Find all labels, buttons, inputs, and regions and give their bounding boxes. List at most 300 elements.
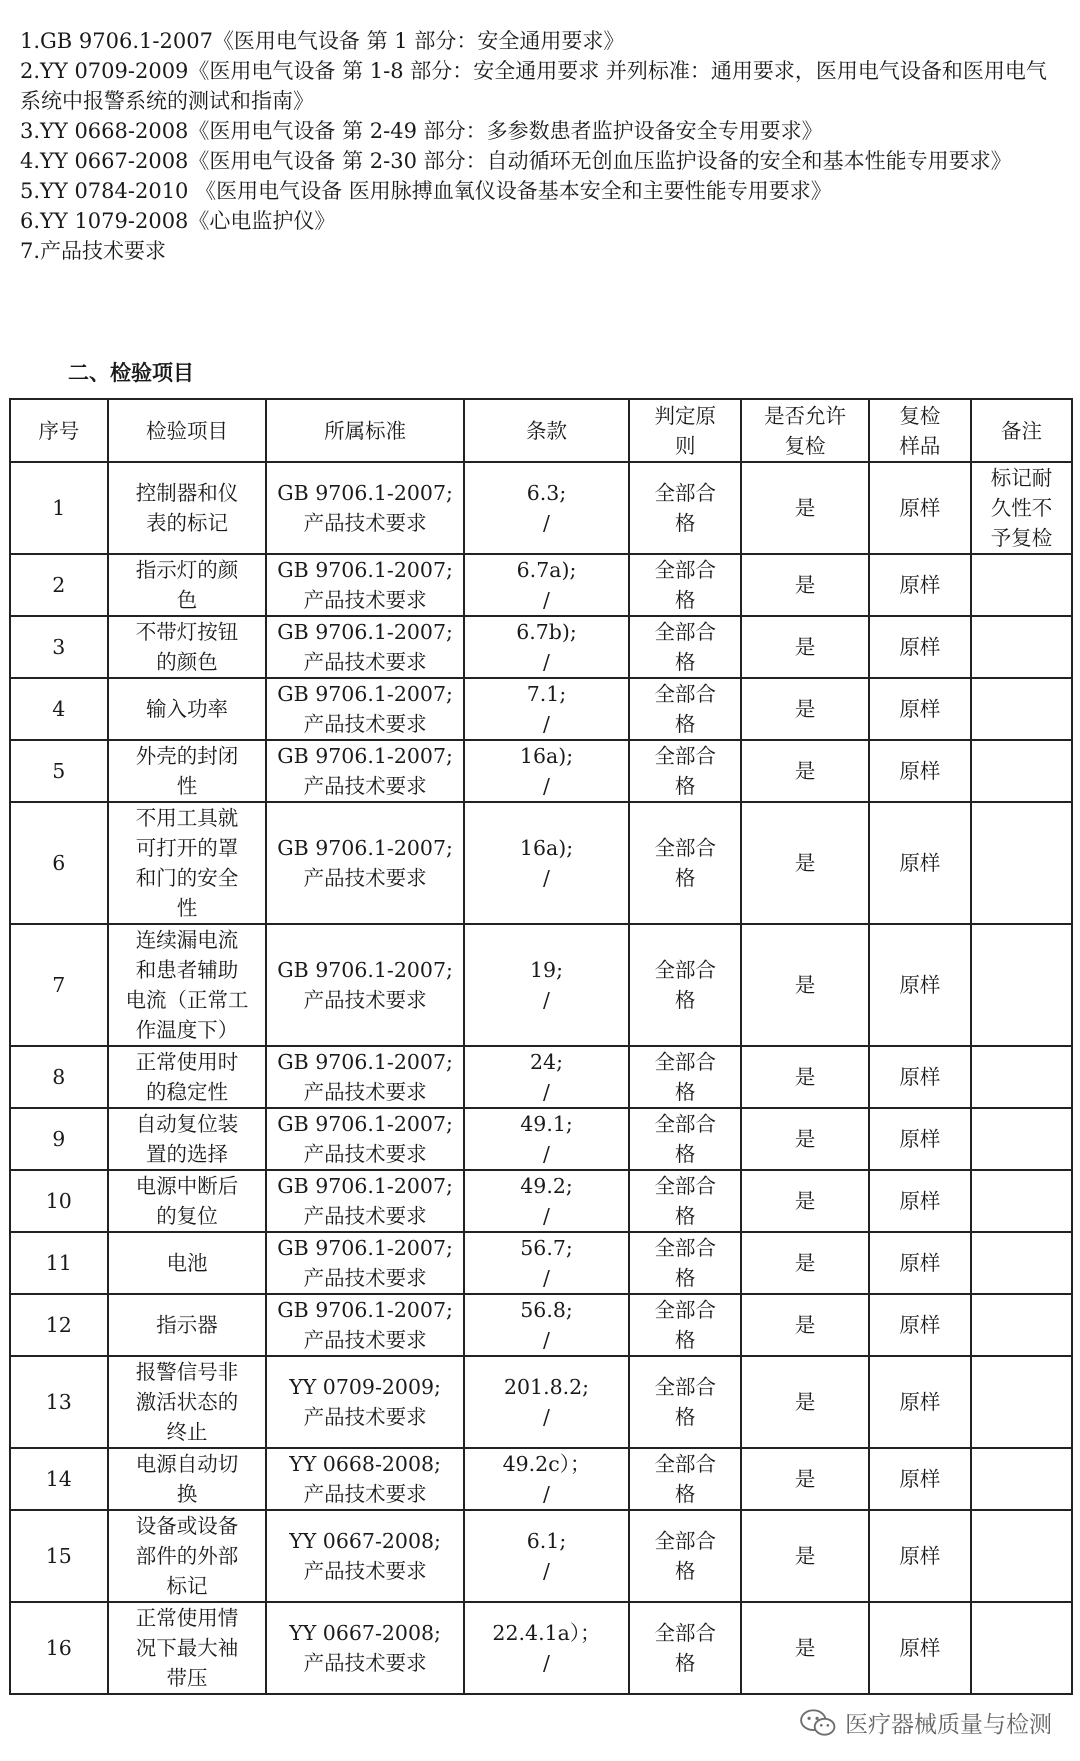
cell-standard-line: 产品技术要求 bbox=[303, 988, 427, 1012]
cell-standard-line: GB 9706.1-2007; bbox=[277, 744, 453, 768]
cell-remark bbox=[971, 1046, 1072, 1108]
cell-standard-line: 产品技术要求 bbox=[303, 1651, 427, 1675]
cell-criteria bbox=[629, 1510, 741, 1602]
cell-standard bbox=[266, 1046, 464, 1108]
cell-clause-line: 24; bbox=[530, 1050, 564, 1074]
cell-criteria bbox=[629, 1602, 741, 1694]
cell-item bbox=[108, 1046, 267, 1108]
cell-item-line: 带压 bbox=[166, 1666, 208, 1690]
cell-standard-line: 产品技术要求 bbox=[303, 712, 427, 736]
table-row bbox=[10, 462, 1072, 554]
cell-item-line: 性 bbox=[176, 774, 198, 798]
cell-clause bbox=[464, 554, 629, 616]
cell-criteria-line: 全部合 bbox=[654, 1050, 716, 1074]
cell-criteria-line: 全部合 bbox=[654, 1529, 716, 1553]
cell-criteria-line: 全部合 bbox=[654, 744, 716, 768]
cell-criteria-line: 全部合 bbox=[654, 481, 716, 505]
cell-remark bbox=[971, 1232, 1072, 1294]
cell-standard-line: GB 9706.1-2007; bbox=[277, 620, 453, 644]
header-retest-allowed bbox=[741, 399, 869, 462]
cell-clause-line: 19; bbox=[530, 958, 564, 982]
cell-seq: 2 bbox=[10, 554, 108, 616]
cell-criteria-line: 格 bbox=[674, 1142, 696, 1166]
cell-clause bbox=[464, 1046, 629, 1108]
table-row bbox=[10, 1294, 1072, 1356]
cell-item-line: 性 bbox=[176, 896, 198, 920]
cell-criteria bbox=[629, 616, 741, 678]
cell-criteria bbox=[629, 678, 741, 740]
cell-clause-line: 49.2; bbox=[520, 1174, 573, 1198]
cell-item-line: 正常使用时 bbox=[135, 1050, 239, 1074]
cell-sample: 原样 bbox=[869, 802, 971, 924]
cell-item-line: 指示灯的颜 bbox=[135, 558, 239, 582]
cell-item bbox=[108, 462, 267, 554]
cell-standard-line: GB 9706.1-2007; bbox=[277, 836, 453, 860]
cell-standard bbox=[266, 924, 464, 1046]
cell-standard-line: GB 9706.1-2007; bbox=[277, 558, 453, 582]
cell-standard bbox=[266, 802, 464, 924]
cell-sample: 原样 bbox=[869, 678, 971, 740]
cell-item-line: 和门的安全 bbox=[135, 866, 239, 890]
cell-retest: 是 bbox=[741, 1510, 869, 1602]
cell-sample: 原样 bbox=[869, 1294, 971, 1356]
table-row bbox=[10, 1108, 1072, 1170]
cell-criteria-line: 全部合 bbox=[654, 1112, 716, 1136]
cell-seq: 5 bbox=[10, 740, 108, 802]
cell-seq: 10 bbox=[10, 1170, 108, 1232]
reference-item: 3.YY 0668-2008《医用电气设备 第 2-49 部分：多参数患者监护设备安全专用要求》 bbox=[20, 119, 823, 143]
cell-clause bbox=[464, 1294, 629, 1356]
table-row bbox=[10, 1510, 1072, 1602]
cell-criteria-line: 全部合 bbox=[654, 836, 716, 860]
cell-clause-line: / bbox=[543, 588, 550, 612]
cell-clause bbox=[464, 1232, 629, 1294]
cell-retest: 是 bbox=[741, 1356, 869, 1448]
table-row bbox=[10, 802, 1072, 924]
cell-remark bbox=[971, 1108, 1072, 1170]
cell-clause bbox=[464, 1448, 629, 1510]
cell-criteria-line: 全部合 bbox=[654, 1621, 716, 1645]
cell-standard-line: 产品技术要求 bbox=[303, 1559, 427, 1583]
cell-seq: 4 bbox=[10, 678, 108, 740]
cell-item-line: 置的选择 bbox=[145, 1142, 228, 1166]
cell-criteria-line: 格 bbox=[674, 650, 696, 674]
cell-sample: 原样 bbox=[869, 1356, 971, 1448]
cell-clause-line: / bbox=[543, 1328, 550, 1352]
cell-sample: 原样 bbox=[869, 924, 971, 1046]
cell-criteria-line: 格 bbox=[674, 774, 696, 798]
cell-seq: 13 bbox=[10, 1356, 108, 1448]
cell-clause-line: / bbox=[543, 1080, 550, 1104]
cell-clause-line: / bbox=[543, 1482, 550, 1506]
cell-criteria-line: 格 bbox=[674, 1651, 696, 1675]
cell-item-line: 输入功率 bbox=[145, 697, 228, 721]
cell-clause-line: 201.8.2; bbox=[503, 1375, 590, 1399]
cell-seq: 8 bbox=[10, 1046, 108, 1108]
watermark-text: 医疗器械质量与检测 bbox=[845, 1712, 1052, 1738]
cell-remark bbox=[971, 554, 1072, 616]
section-title: 二、检验项目 bbox=[68, 361, 194, 385]
cell-item bbox=[108, 924, 267, 1046]
cell-remark bbox=[971, 1170, 1072, 1232]
cell-clause-line: / bbox=[543, 1142, 550, 1166]
cell-item bbox=[108, 616, 267, 678]
cell-clause bbox=[464, 1510, 629, 1602]
cell-retest: 是 bbox=[741, 1046, 869, 1108]
cell-item-line: 部件的外部 bbox=[135, 1544, 239, 1568]
cell-sample: 原样 bbox=[869, 1448, 971, 1510]
cell-remark bbox=[971, 1356, 1072, 1448]
reference-item: 7.产品技术要求 bbox=[20, 239, 167, 263]
cell-item-line: 自动复位装 bbox=[135, 1112, 239, 1136]
cell-clause-line: / bbox=[543, 1266, 550, 1290]
header-retest-allowed-line: 复检 bbox=[784, 433, 826, 458]
cell-seq: 16 bbox=[10, 1602, 108, 1694]
cell-clause-line: 6.3; bbox=[526, 481, 567, 505]
cell-item bbox=[108, 1170, 267, 1232]
cell-retest: 是 bbox=[741, 924, 869, 1046]
cell-remark-line: 久性不 bbox=[990, 496, 1053, 520]
table-row bbox=[10, 1046, 1072, 1108]
cell-seq: 15 bbox=[10, 1510, 108, 1602]
cell-retest: 是 bbox=[741, 678, 869, 740]
cell-seq: 6 bbox=[10, 802, 108, 924]
cell-standard bbox=[266, 1448, 464, 1510]
cell-item bbox=[108, 678, 267, 740]
cell-item bbox=[108, 1602, 267, 1694]
cell-standard bbox=[266, 1602, 464, 1694]
cell-standard bbox=[266, 1232, 464, 1294]
cell-criteria-line: 格 bbox=[674, 1328, 696, 1352]
cell-standard-line: 产品技术要求 bbox=[303, 1482, 427, 1506]
cell-seq: 3 bbox=[10, 616, 108, 678]
cell-criteria bbox=[629, 924, 741, 1046]
table-header-row bbox=[10, 399, 1072, 462]
cell-sample: 原样 bbox=[869, 1232, 971, 1294]
cell-standard bbox=[266, 1510, 464, 1602]
cell-clause-line: / bbox=[543, 1204, 550, 1228]
header-item: 检验项目 bbox=[108, 399, 267, 462]
cell-criteria-line: 全部合 bbox=[654, 558, 716, 582]
cell-clause bbox=[464, 616, 629, 678]
cell-standard-line: 产品技术要求 bbox=[303, 1328, 427, 1352]
cell-item-line: 的颜色 bbox=[156, 650, 218, 674]
cell-clause-line: / bbox=[543, 988, 550, 1012]
cell-clause bbox=[464, 678, 629, 740]
cell-remark bbox=[971, 1510, 1072, 1602]
cell-item-line: 可打开的罩 bbox=[135, 836, 239, 860]
table-row bbox=[10, 678, 1072, 740]
cell-criteria bbox=[629, 1108, 741, 1170]
cell-clause-line: 56.8; bbox=[520, 1298, 573, 1322]
cell-retest: 是 bbox=[741, 616, 869, 678]
cell-standard-line: 产品技术要求 bbox=[303, 1080, 427, 1104]
cell-standard bbox=[266, 678, 464, 740]
cell-clause-line: 49.1; bbox=[520, 1112, 573, 1136]
cell-sample: 原样 bbox=[869, 1170, 971, 1232]
inspection-items-table bbox=[9, 398, 1073, 1695]
header-remarks: 备注 bbox=[971, 399, 1072, 462]
cell-clause-line: 16a); bbox=[519, 836, 574, 860]
cell-criteria-line: 全部合 bbox=[654, 1375, 716, 1399]
cell-item bbox=[108, 554, 267, 616]
cell-item bbox=[108, 1294, 267, 1356]
cell-item-line: 控制器和仪 bbox=[135, 481, 239, 505]
cell-clause-line: / bbox=[543, 650, 550, 674]
cell-criteria-line: 格 bbox=[674, 1266, 696, 1290]
cell-sample: 原样 bbox=[869, 1510, 971, 1602]
cell-clause-line: 22.4.1a）； bbox=[492, 1621, 601, 1645]
header-clause: 条款 bbox=[464, 399, 629, 462]
cell-criteria bbox=[629, 1232, 741, 1294]
cell-item bbox=[108, 1356, 267, 1448]
header-criteria-line: 判定原 bbox=[654, 403, 716, 428]
cell-remark bbox=[971, 678, 1072, 740]
cell-standard bbox=[266, 740, 464, 802]
cell-standard bbox=[266, 1108, 464, 1170]
cell-standard-line: YY 0709-2009; bbox=[289, 1375, 441, 1399]
cell-item-line: 外壳的封闭 bbox=[135, 744, 239, 768]
cell-sample: 原样 bbox=[869, 616, 971, 678]
cell-item-line: 电流（正常工 bbox=[125, 988, 249, 1012]
table-row bbox=[10, 554, 1072, 616]
cell-criteria bbox=[629, 1356, 741, 1448]
cell-item-line: 设备或设备 bbox=[135, 1514, 239, 1538]
cell-criteria bbox=[629, 740, 741, 802]
cell-criteria-line: 全部合 bbox=[654, 958, 716, 982]
cell-retest: 是 bbox=[741, 462, 869, 554]
cell-clause-line: / bbox=[543, 1651, 550, 1675]
cell-remark-line: 标记耐 bbox=[990, 466, 1053, 490]
cell-clause bbox=[464, 1602, 629, 1694]
cell-item-line: 报警信号非 bbox=[135, 1360, 239, 1384]
cell-item-line: 激活状态的 bbox=[135, 1390, 239, 1414]
header-retest-sample bbox=[869, 399, 971, 462]
cell-criteria-line: 全部合 bbox=[654, 1452, 716, 1476]
cell-seq: 14 bbox=[10, 1448, 108, 1510]
watermark bbox=[799, 1706, 1052, 1739]
cell-seq: 1 bbox=[10, 462, 108, 554]
cell-criteria bbox=[629, 802, 741, 924]
cell-criteria bbox=[629, 1046, 741, 1108]
cell-clause-line: / bbox=[543, 1405, 550, 1429]
cell-remark bbox=[971, 462, 1072, 554]
cell-retest: 是 bbox=[741, 1108, 869, 1170]
cell-clause-line: 56.7; bbox=[520, 1236, 573, 1260]
cell-item-line: 不用工具就 bbox=[135, 806, 239, 830]
reference-item: 2.YY 0709-2009《医用电气设备 第 1-8 部分：安全通用要求 并列标准：通用要求，医用电气设备和医用电气系统中报警系统的测试和指南》 bbox=[20, 59, 1047, 113]
cell-sample: 原样 bbox=[869, 554, 971, 616]
cell-standard-line: 产品技术要求 bbox=[303, 1204, 427, 1228]
cell-criteria-line: 格 bbox=[674, 988, 696, 1012]
cell-remark bbox=[971, 1294, 1072, 1356]
cell-clause bbox=[464, 1356, 629, 1448]
cell-standard bbox=[266, 1294, 464, 1356]
cell-item-line: 色 bbox=[176, 588, 198, 612]
cell-retest: 是 bbox=[741, 554, 869, 616]
cell-remark bbox=[971, 616, 1072, 678]
cell-standard-line: GB 9706.1-2007; bbox=[277, 1236, 453, 1260]
cell-criteria bbox=[629, 1448, 741, 1510]
cell-sample: 原样 bbox=[869, 1046, 971, 1108]
cell-sample: 原样 bbox=[869, 462, 971, 554]
cell-item-line: 不带灯按钮 bbox=[135, 620, 239, 644]
table-row bbox=[10, 1448, 1072, 1510]
cell-criteria-line: 格 bbox=[674, 866, 696, 890]
reference-item: 4.YY 0667-2008《医用电气设备 第 2-30 部分：自动循环无创血压监护设备的安全和基本性能专用要求》 bbox=[20, 149, 1012, 173]
cell-standard-line: GB 9706.1-2007; bbox=[277, 1174, 453, 1198]
cell-item-line: 终止 bbox=[166, 1420, 208, 1444]
cell-item-line: 指示器 bbox=[156, 1313, 218, 1337]
wechat-icon bbox=[799, 1708, 837, 1738]
cell-sample: 原样 bbox=[869, 740, 971, 802]
cell-retest: 是 bbox=[741, 1294, 869, 1356]
cell-standard-line: 产品技术要求 bbox=[303, 866, 427, 890]
cell-standard bbox=[266, 616, 464, 678]
cell-item bbox=[108, 1108, 267, 1170]
cell-item-line: 的稳定性 bbox=[145, 1080, 228, 1104]
cell-criteria-line: 格 bbox=[674, 588, 696, 612]
cell-clause-line: 6.1; bbox=[526, 1529, 567, 1553]
cell-criteria bbox=[629, 554, 741, 616]
cell-standard-line: GB 9706.1-2007; bbox=[277, 1112, 453, 1136]
cell-remark bbox=[971, 1602, 1072, 1694]
cell-retest: 是 bbox=[741, 1170, 869, 1232]
cell-criteria-line: 格 bbox=[674, 1080, 696, 1104]
header-criteria-line: 则 bbox=[674, 433, 696, 458]
cell-item-line: 换 bbox=[176, 1482, 198, 1506]
cell-item-line: 和患者辅助 bbox=[135, 958, 239, 982]
cell-item-line: 电源中断后 bbox=[135, 1174, 239, 1198]
cell-criteria bbox=[629, 1294, 741, 1356]
cell-item bbox=[108, 740, 267, 802]
cell-criteria-line: 全部合 bbox=[654, 1174, 716, 1198]
cell-standard-line: 产品技术要求 bbox=[303, 774, 427, 798]
cell-standard bbox=[266, 1170, 464, 1232]
cell-standard-line: 产品技术要求 bbox=[303, 1405, 427, 1429]
cell-clause-line: / bbox=[543, 511, 550, 535]
header-seq: 序号 bbox=[10, 399, 108, 462]
cell-seq: 9 bbox=[10, 1108, 108, 1170]
table-row bbox=[10, 1602, 1072, 1694]
header-retest-sample-line: 复检 bbox=[899, 403, 941, 428]
header-criteria bbox=[629, 399, 741, 462]
cell-seq: 7 bbox=[10, 924, 108, 1046]
reference-item: 6.YY 1079-2008《心电监护仪》 bbox=[20, 209, 336, 233]
reference-item: 1.GB 9706.1-2007《医用电气设备 第 1 部分：安全通用要求》 bbox=[20, 29, 625, 53]
cell-standard-line: GB 9706.1-2007; bbox=[277, 1050, 453, 1074]
reference-item: 5.YY 0784-2010 《医用电气设备 医用脉搏血氧仪设备基本安全和主要性能专用要求》 bbox=[20, 179, 832, 203]
cell-item-line: 况下最大袖 bbox=[135, 1636, 239, 1660]
cell-clause-line: / bbox=[543, 1559, 550, 1583]
cell-clause-line: / bbox=[543, 774, 550, 798]
table-row bbox=[10, 1356, 1072, 1448]
cell-retest: 是 bbox=[741, 740, 869, 802]
cell-standard bbox=[266, 1356, 464, 1448]
table-body bbox=[10, 462, 1072, 1694]
cell-item-line: 作温度下） bbox=[135, 1018, 239, 1042]
cell-standard bbox=[266, 554, 464, 616]
cell-item-line: 连续漏电流 bbox=[135, 928, 239, 952]
cell-item bbox=[108, 1510, 267, 1602]
cell-item-line: 表的标记 bbox=[145, 511, 228, 535]
cell-retest: 是 bbox=[741, 1602, 869, 1694]
cell-criteria-line: 全部合 bbox=[654, 1236, 716, 1260]
table-row bbox=[10, 740, 1072, 802]
cell-item-line: 电源自动切 bbox=[135, 1452, 239, 1476]
cell-criteria bbox=[629, 1170, 741, 1232]
cell-clause-line: / bbox=[543, 866, 550, 890]
cell-clause-line: 6.7b); bbox=[516, 620, 577, 644]
cell-standard bbox=[266, 462, 464, 554]
cell-sample: 原样 bbox=[869, 1108, 971, 1170]
cell-item-line: 正常使用情 bbox=[135, 1606, 239, 1630]
cell-standard-line: GB 9706.1-2007; bbox=[277, 682, 453, 706]
table-row bbox=[10, 616, 1072, 678]
cell-item bbox=[108, 1232, 267, 1294]
cell-item-line: 的复位 bbox=[156, 1204, 218, 1228]
cell-clause bbox=[464, 802, 629, 924]
cell-standard-line: 产品技术要求 bbox=[303, 650, 427, 674]
cell-clause-line: 7.1; bbox=[526, 682, 567, 706]
header-retest-sample-line: 样品 bbox=[899, 433, 941, 458]
table-row bbox=[10, 1232, 1072, 1294]
cell-standard-line: YY 0668-2008; bbox=[289, 1452, 441, 1476]
cell-criteria-line: 格 bbox=[674, 1559, 696, 1583]
cell-standard-line: 产品技术要求 bbox=[303, 588, 427, 612]
cell-standard-line: GB 9706.1-2007; bbox=[277, 1298, 453, 1322]
cell-criteria-line: 格 bbox=[674, 511, 696, 535]
cell-item bbox=[108, 1448, 267, 1510]
cell-standard-line: GB 9706.1-2007; bbox=[277, 958, 453, 982]
cell-standard-line: YY 0667-2008; bbox=[289, 1529, 441, 1553]
cell-clause bbox=[464, 924, 629, 1046]
cell-criteria-line: 格 bbox=[674, 712, 696, 736]
cell-seq: 12 bbox=[10, 1294, 108, 1356]
cell-clause-line: 6.7a); bbox=[516, 558, 577, 582]
cell-remark bbox=[971, 740, 1072, 802]
cell-criteria-line: 格 bbox=[674, 1204, 696, 1228]
cell-item-line: 电池 bbox=[166, 1251, 208, 1275]
cell-clause-line: / bbox=[543, 712, 550, 736]
cell-retest: 是 bbox=[741, 1232, 869, 1294]
cell-criteria-line: 全部合 bbox=[654, 682, 716, 706]
cell-criteria-line: 格 bbox=[674, 1405, 696, 1429]
cell-item-line: 标记 bbox=[166, 1574, 208, 1598]
cell-retest: 是 bbox=[741, 1448, 869, 1510]
cell-standard-line: 产品技术要求 bbox=[303, 511, 427, 535]
cell-remark bbox=[971, 924, 1072, 1046]
cell-clause bbox=[464, 1170, 629, 1232]
cell-criteria bbox=[629, 462, 741, 554]
cell-remark-line: 予复检 bbox=[990, 526, 1053, 550]
cell-standard-line: YY 0667-2008; bbox=[289, 1621, 441, 1645]
cell-standard-line: 产品技术要求 bbox=[303, 1266, 427, 1290]
table-row bbox=[10, 924, 1072, 1046]
cell-seq: 11 bbox=[10, 1232, 108, 1294]
cell-clause-line: 49.2c）； bbox=[502, 1452, 591, 1476]
cell-clause bbox=[464, 1108, 629, 1170]
cell-item bbox=[108, 802, 267, 924]
cell-criteria-line: 格 bbox=[674, 1482, 696, 1506]
header-standard: 所属标准 bbox=[266, 399, 464, 462]
cell-criteria-line: 全部合 bbox=[654, 620, 716, 644]
cell-standard-line: GB 9706.1-2007; bbox=[277, 481, 453, 505]
cell-criteria-line: 全部合 bbox=[654, 1298, 716, 1322]
reference-standards-list bbox=[20, 26, 1060, 266]
cell-retest: 是 bbox=[741, 802, 869, 924]
cell-clause-line: 16a); bbox=[519, 744, 574, 768]
